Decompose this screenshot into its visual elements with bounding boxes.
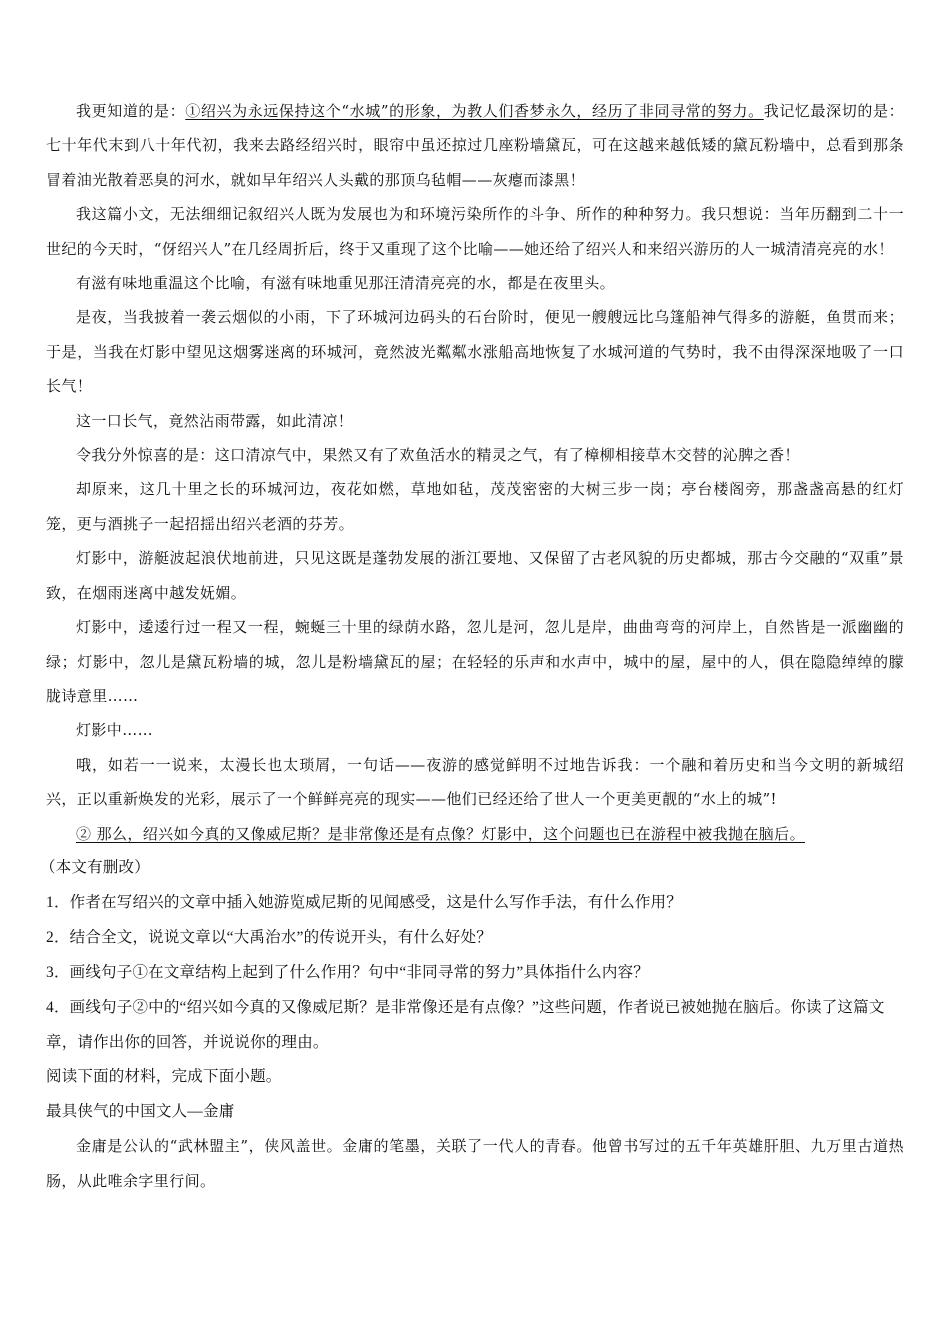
article-paragraph-11: 哦，如若一一说来，太漫长也太琐屑，一句话——夜游的感觉鲜明不过地告诉我：一个融和着历史和当今文明的新城绍兴，正以重新焕发的光彩，展示了一个鲜鲜亮亮的现实——他们已经还给了世人一个更美更靓的“水上的城”! [46,755,904,809]
section-paragraph-1: 金庸是公认的“武林盟主”，侠风盖世。金庸的笔墨，关联了一代人的青春。他曾书写过的五千年英雄肝胆、九万里古道热肠，从此唯余字里行间。 [46,1137,904,1190]
reading-instruction: 阅读下面的材料，完成下面小题。 [46,1068,282,1086]
question-2: 2．结合全文，说说文章以“大禹治水”的传说开头，有什么好处？ [46,929,493,947]
article-paragraph-4: 是夜，当我披着一袭云烟似的小雨，下了环城河边码头的石台阶时，便见一艘艘远比乌篷船神气得多的游艇，鱼贯而来；于是，当我在灯影中望见这烟雾迷离的环城河，竟然波光粼粼水涨船高地恢复了水城河道的气势时，我不由得深深地吸了一口长气！ [46,308,904,396]
paragraph-1-lead: 我更知道的是： [76,102,186,120]
article-paragraph-9: 灯影中，逶逶行过一程又一程，蜿蜒三十里的绿荫水路，忽儿是河，忽儿是岸，曲曲弯弯的河岸上，自然皆是一派幽幽的绿；灯影中，忽儿是黛瓦粉墙的城，忽儿是粉墙黛瓦的屋；在轻轻的乐声和水声中，城中的屋，屋中的人，俱在隐隐绰绰的朦胧诗意里…… [46,618,904,705]
article-source-note: （本文有删改） [40,858,150,876]
article-paragraph-1 [46,94,904,197]
question-4: 4．画线句子②中的“绍兴如今真的又像威尼斯？是非常像还是有点像？”这些问题，作者说已被她抛在脑后。你读了这篇文章，请作出你的回答，并说说你的理由。 [46,999,885,1052]
section-title: 最具侠气的中国文人—金庸 [46,1102,235,1120]
question-3: 3．画线句子①在文章结构上起到了什么作用？句中“非同寻常的努力”具体指什么内容？ [46,964,650,982]
underlined-sentence-2: ② 那么，绍兴如今真的又像威尼斯？是非常像还是有点像？灯影中，这个问题也已在游程中被我抛在脑后。 [76,824,805,843]
question-1: 1．作者在写绍兴的文章中插入她游览威尼斯的见闻感受，这是什么写作手法，有什么作用？ [46,894,682,912]
paragraph-1-rest: 我记忆最深切的是：七十年代末到八十年代初，我来去路经绍兴时，眼帘中虽还掠过几座粉墙黛瓦，可在这越来越低矮的黛瓦粉墙中，总看到那条冒着油光散着恶臭的河水，就如早年绍兴人头戴的那顶乌毡帽——灰瘪而漆黑！ [46,102,904,189]
article-paragraph-7: 却原来，这几十里之长的环城河边，夜花如燃，草地如毡，茂茂密密的大树三步一岗；亭台楼阁旁，那盏盏高悬的红灯笼，更与酒挑子一起招揺出绍兴老酒的芬芳。 [46,480,904,533]
article-paragraph-8: 灯影中，游艇波起浪伏地前进，只见这既是蓬勃发展的浙江要地、又保留了古老风貌的历史都城，那古今交融的“双重”景致，在烟雨迷离中越发妩媚。 [46,549,904,602]
document-page [40,94,904,1198]
article-paragraph-2: 我这篇小文，无法细细记叙绍兴人既为发展也为和环境污染所作的斗争、所作的种种努力。我只想说：当年历翻到二十一世纪的今天时，“伢绍兴人”在几经周折后，终于又重现了这个比喻——她还给了绍兴人和来绍兴游历的人一城清清亮亮的水！ [46,205,904,258]
article-paragraph-3: 有滋有味地重温这个比喻，有滋有味地重见那汪清清亮亮的水，都是在夜里头。 [76,274,616,293]
article-paragraph-12 [46,817,904,851]
article-paragraph-5: 这一口长气，竟然沾雨带露，如此清凉！ [76,411,354,430]
article-paragraph-6: 令我分外惊喜的是：这口清凉气中，果然又有了欢鱼活水的精灵之气，有了樟柳相接草木交替的沁脾之香！ [76,446,800,465]
underlined-sentence-1: ①绍兴为永远保持这个“水城”的形象，为教人们香梦永久，经历了非同寻常的努力。 [185,102,764,120]
article-paragraph-10: 灯影中…… [76,721,154,740]
